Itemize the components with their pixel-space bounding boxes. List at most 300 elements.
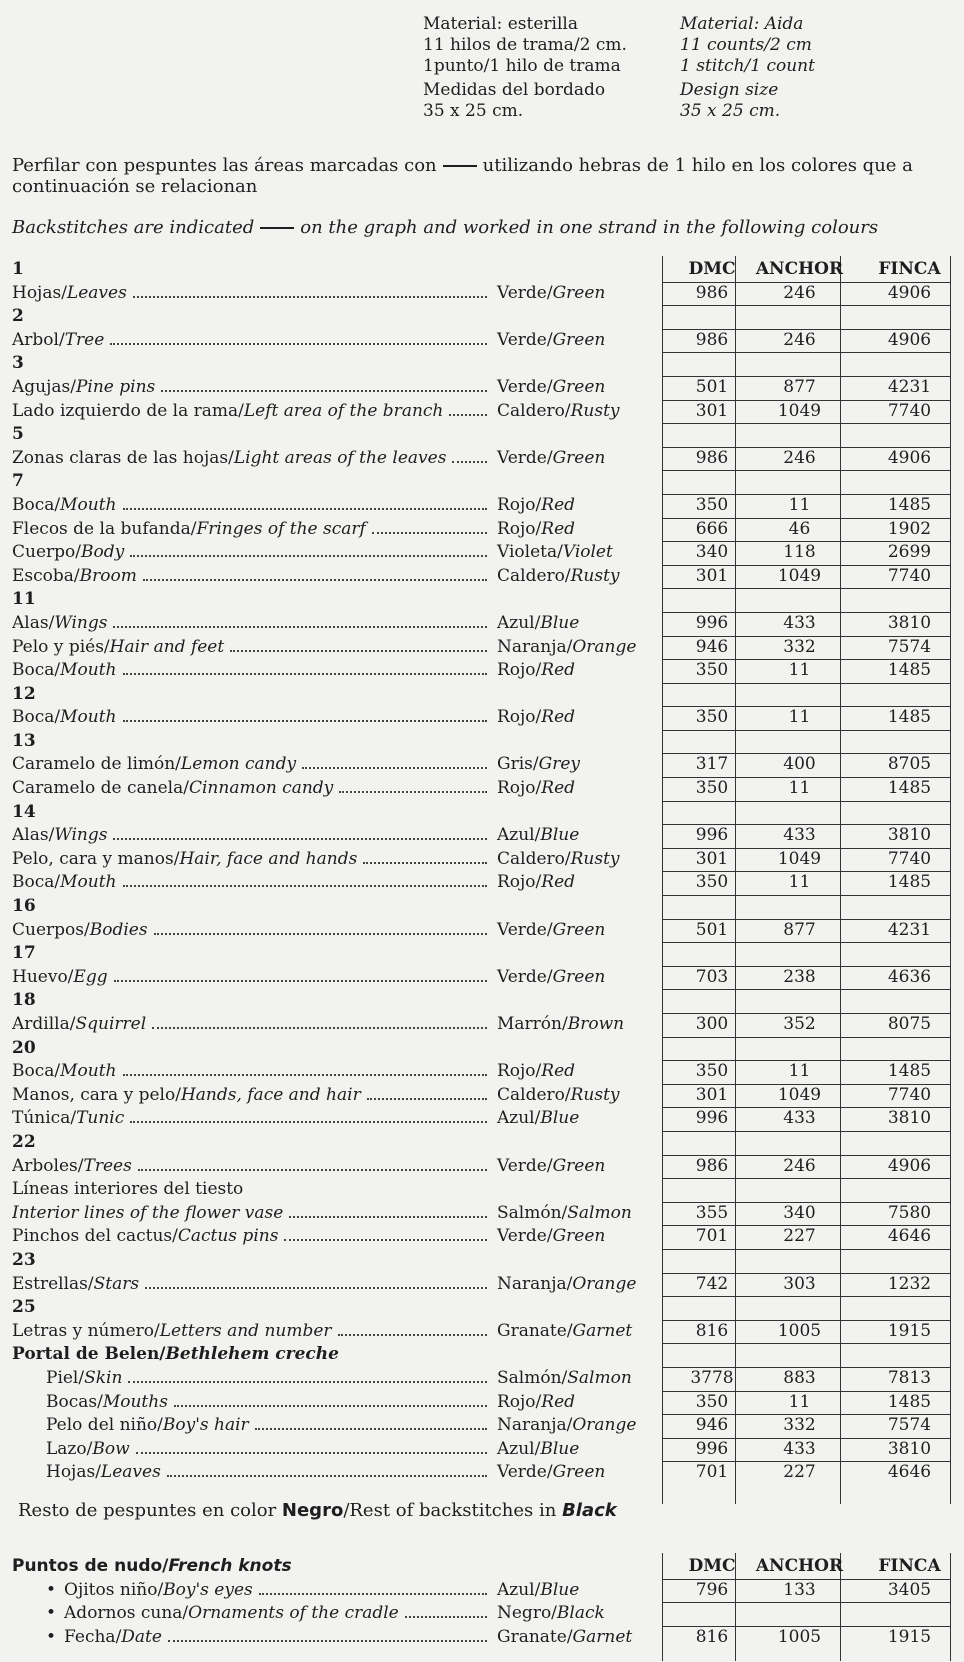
- anchor-code: 227: [783, 1226, 816, 1247]
- legend-row: [12, 400, 952, 424]
- color-en: Violet: [562, 542, 613, 563]
- label-text: [46, 1579, 259, 1603]
- legend-row: [12, 518, 952, 542]
- row-label: [12, 1084, 487, 1108]
- row-label: [46, 1438, 487, 1462]
- group-number: 16: [12, 896, 36, 917]
- group-number: 22: [12, 1131, 36, 1152]
- anchor-code: 11: [788, 707, 811, 728]
- label-en: Hair and feet: [109, 636, 225, 657]
- row-label: [46, 1579, 487, 1603]
- row-label: [46, 1461, 487, 1485]
- leader-dots: [338, 1334, 487, 1336]
- label-en: Egg: [73, 966, 108, 987]
- bullet-icon: •: [46, 1626, 57, 1647]
- label-es: Escoba/: [12, 565, 80, 586]
- label-text: [12, 1107, 130, 1131]
- color-es: Salmón/: [497, 1367, 568, 1388]
- thread-color: [497, 777, 575, 801]
- label-en: Left area of the branch: [243, 400, 444, 421]
- thread-color: [497, 706, 575, 730]
- label-text: [12, 1202, 289, 1226]
- label-text: [46, 1626, 168, 1650]
- note-bold: Negro: [281, 1500, 344, 1521]
- material-spanish: [423, 14, 627, 122]
- finca-code: 1485: [887, 872, 932, 893]
- finca-code: 8705: [887, 754, 932, 775]
- label-text: [12, 447, 452, 471]
- color-en: Orange: [572, 1273, 637, 1294]
- label-es: Manos, cara y pelo/: [12, 1084, 181, 1105]
- label-es: Hojas/: [46, 1462, 101, 1483]
- leader-dots: [174, 1405, 487, 1407]
- dmc-code: 350: [695, 872, 729, 893]
- color-en: Orange: [572, 636, 637, 657]
- group-heading: [12, 588, 952, 612]
- anchor-code: 246: [783, 282, 816, 303]
- label-es: Fecha/: [64, 1626, 122, 1647]
- label-en: Wings: [54, 825, 108, 846]
- row-label: [12, 282, 487, 306]
- leader-dots: [130, 555, 487, 557]
- anchor-code: 433: [783, 1108, 816, 1129]
- label-es: Boca/: [12, 494, 61, 515]
- label-text: [12, 659, 123, 683]
- color-en: Red: [541, 1391, 576, 1412]
- legend-row: [12, 871, 952, 895]
- legend-row: [12, 1060, 952, 1084]
- label-es: Cuerpo/: [12, 542, 81, 563]
- color-en: Green: [552, 447, 606, 468]
- anchor-code: 11: [788, 494, 811, 515]
- row-label: [46, 1414, 487, 1438]
- row-label: [12, 329, 487, 353]
- label-en: Skin: [84, 1367, 123, 1388]
- color-en: Red: [541, 494, 576, 515]
- finca-code: 1485: [887, 660, 932, 681]
- thread-color: [497, 1107, 579, 1131]
- row-label: [12, 1178, 487, 1202]
- row-label: [12, 871, 487, 895]
- row-label: [12, 659, 487, 683]
- label-text: [12, 376, 161, 400]
- finca-code: 3810: [887, 825, 932, 846]
- group-number: 12: [12, 683, 36, 704]
- anchor-code: 11: [788, 778, 811, 799]
- color-en: Rusty: [570, 400, 620, 421]
- material-english: [680, 14, 815, 122]
- label-text: [12, 1060, 123, 1084]
- group-number: 23: [12, 1249, 36, 1270]
- color-en: Blue: [540, 1579, 580, 1600]
- label-en: Pine pins: [75, 376, 156, 397]
- group-heading: [12, 352, 952, 376]
- label-es: Boca/: [12, 1061, 61, 1082]
- knots-title-es: Puntos de nudo/: [12, 1556, 169, 1576]
- thread-color: [497, 848, 620, 872]
- group-heading: [12, 1343, 952, 1367]
- anchor-code: 133: [783, 1579, 816, 1600]
- row-label: [12, 848, 487, 872]
- thread-color: [497, 376, 605, 400]
- legend-row: [12, 919, 952, 943]
- thread-color: [497, 1273, 636, 1297]
- leader-dots: [138, 1169, 487, 1171]
- label-en: Boy's eyes: [163, 1579, 253, 1600]
- color-es: Azul/: [497, 825, 541, 846]
- leader-dots: [449, 414, 487, 416]
- group-number: 5: [12, 424, 24, 445]
- label-en: Mouths: [102, 1391, 168, 1412]
- row-label: [12, 1320, 487, 1344]
- color-es: Rojo/: [497, 707, 542, 728]
- bullet-icon: •: [46, 1579, 57, 1600]
- label-text: [12, 541, 130, 565]
- row-label: [12, 400, 487, 424]
- color-en: Red: [541, 778, 576, 799]
- label-es: Hojas/: [12, 282, 67, 303]
- color-en: Green: [552, 1226, 606, 1247]
- label-es: Bocas/: [46, 1391, 103, 1412]
- label-es: Alas/: [12, 612, 55, 633]
- label-en: Bodies: [89, 919, 148, 940]
- color-en: Red: [541, 707, 576, 728]
- color-en: Rusty: [570, 848, 620, 869]
- group-number: 1: [12, 259, 24, 279]
- group-number: 11: [12, 589, 36, 610]
- color-en: Red: [541, 660, 576, 681]
- anchor-code: 1049: [777, 400, 822, 421]
- group-heading: [12, 423, 952, 447]
- finca-code: 1485: [887, 494, 932, 515]
- anchor-code: 1049: [777, 565, 822, 586]
- label-text: [46, 1414, 255, 1438]
- color-es: Negro/: [497, 1603, 557, 1624]
- color-en: Rusty: [570, 565, 620, 586]
- dmc-code: 701: [695, 1226, 729, 1247]
- label-text: [12, 966, 114, 990]
- label-text: [12, 636, 230, 660]
- row-label: [12, 565, 487, 589]
- material-line: 11 counts/2 cm: [680, 35, 812, 55]
- color-en: Blue: [540, 612, 580, 633]
- finca-code: 1232: [887, 1273, 932, 1294]
- color-es: Azul/: [497, 612, 541, 633]
- color-es: Caldero/: [497, 400, 571, 421]
- material-line: Medidas del bordado: [423, 80, 606, 100]
- label-es: Estrellas/: [12, 1273, 94, 1294]
- color-es: Granate/: [497, 1626, 573, 1647]
- label-es: Arboles/: [12, 1155, 84, 1176]
- header-anchor: ANCHOR: [755, 1556, 844, 1576]
- label-en: Body: [81, 542, 125, 563]
- legend-row: [12, 1579, 952, 1603]
- anchor-code: 352: [783, 1014, 816, 1034]
- label-text: [12, 1178, 249, 1202]
- row-label: [12, 1155, 487, 1179]
- group-heading: [12, 1037, 952, 1061]
- label-es: Alas/: [12, 825, 55, 846]
- leader-dots: [130, 1121, 487, 1123]
- group-heading: [12, 1249, 952, 1273]
- label-text: [12, 494, 123, 518]
- leader-dots: [289, 1216, 487, 1218]
- color-en: Green: [552, 329, 606, 350]
- dmc-code: 350: [695, 494, 729, 515]
- knots-title: [12, 1555, 487, 1579]
- label-text: [12, 1320, 338, 1344]
- legend-row: [12, 636, 952, 660]
- dmc-code: 996: [695, 1108, 729, 1129]
- dmc-code: 350: [695, 707, 729, 728]
- backstitch-line-icon: [443, 165, 477, 167]
- legend-row: [12, 1367, 952, 1391]
- header-dmc: DMC: [688, 1556, 736, 1576]
- legend-row: [12, 848, 952, 872]
- color-en: Garnet: [572, 1320, 633, 1341]
- color-en: Brown: [567, 1014, 625, 1034]
- anchor-code: 246: [783, 1155, 816, 1176]
- color-es: Azul/: [497, 1438, 541, 1459]
- thread-color: [497, 824, 579, 848]
- label-en: Boy's hair: [162, 1415, 249, 1436]
- material-line: Design size: [680, 80, 779, 100]
- french-knots-legend: [12, 1555, 952, 1649]
- note-text: Resto de pespuntes en color: [18, 1500, 282, 1521]
- label-es: Ardilla/: [12, 1014, 76, 1034]
- label-en: Mouth: [60, 872, 117, 893]
- label-en: Interior lines of the flower vase: [12, 1202, 284, 1223]
- dmc-code: 300: [695, 1014, 729, 1034]
- thread-color: [497, 541, 613, 565]
- dmc-code: 816: [695, 1320, 729, 1341]
- anchor-code: 1005: [777, 1320, 822, 1341]
- color-es: Rojo/: [497, 660, 542, 681]
- anchor-code: 246: [783, 329, 816, 350]
- leader-dots: [123, 508, 488, 510]
- legend-row: [12, 1155, 952, 1179]
- label-es: Pinchos del cactus/: [12, 1226, 178, 1247]
- anchor-code: 883: [783, 1367, 816, 1388]
- group-number: 3: [12, 353, 24, 374]
- intro-english: [12, 217, 957, 238]
- leader-dots: [123, 885, 488, 887]
- row-label: [12, 1060, 487, 1084]
- thread-color: [497, 753, 580, 777]
- thread-color: [497, 636, 636, 660]
- label-es: Lazo/: [46, 1438, 93, 1459]
- intro-text: Perfilar con pespuntes las áreas marcadas con: [12, 155, 437, 176]
- row-label: [12, 1225, 487, 1249]
- anchor-code: 877: [783, 376, 816, 397]
- label-es: Flecos de la bufanda/: [12, 518, 197, 539]
- dmc-code: 501: [695, 376, 729, 397]
- leader-dots: [302, 767, 487, 769]
- label-es: Huevo/: [12, 966, 74, 987]
- label-text: [46, 1367, 128, 1391]
- dmc-code: 986: [695, 282, 729, 303]
- label-text: [12, 919, 154, 943]
- label-en: Broom: [79, 565, 137, 586]
- label-es: Boca/: [12, 660, 61, 681]
- leader-dots: [136, 1452, 487, 1454]
- group-number: 18: [12, 990, 36, 1011]
- color-es: Verde/: [497, 376, 553, 397]
- finca-code: 2699: [887, 542, 932, 563]
- label-en: Light areas of the leaves: [233, 447, 447, 468]
- label-en: Stars: [93, 1273, 140, 1294]
- row-label: [46, 1602, 487, 1626]
- backstitch-legend: [12, 258, 952, 1485]
- label-en: Mouth: [60, 494, 117, 515]
- group-heading: [12, 1296, 952, 1320]
- legend-row: [12, 966, 952, 990]
- label-text: [12, 824, 113, 848]
- dmc-code: 666: [695, 518, 729, 539]
- thread-color: [497, 1320, 632, 1344]
- label-es: Letras y número/: [12, 1320, 160, 1341]
- finca-code: 4906: [887, 329, 932, 350]
- row-label: [46, 1626, 487, 1650]
- label-en: Date: [121, 1626, 162, 1647]
- anchor-code: 46: [788, 518, 811, 539]
- label-es: Caramelo de canela/: [12, 778, 189, 799]
- label-text: [12, 753, 302, 777]
- finca-code: 4231: [887, 919, 932, 940]
- dmc-code: 350: [695, 660, 729, 681]
- label-text: [12, 1273, 145, 1297]
- dmc-code: 350: [695, 1061, 729, 1082]
- row-label: [12, 612, 487, 636]
- dmc-code: 301: [695, 400, 729, 421]
- finca-code: 7813: [887, 1367, 932, 1388]
- legend-header-row: [12, 258, 952, 282]
- row-label: [12, 518, 487, 542]
- label-text: [12, 1155, 138, 1179]
- label-es: Zonas claras de las hojas/: [12, 447, 234, 468]
- label-en: Hands, face and hair: [180, 1084, 361, 1105]
- legend-row: [12, 753, 952, 777]
- anchor-code: 433: [783, 825, 816, 846]
- color-es: Violeta/: [497, 542, 563, 563]
- row-label: [12, 376, 487, 400]
- row-label: [12, 706, 487, 730]
- label-en: Bow: [92, 1438, 130, 1459]
- dmc-code: 996: [695, 612, 729, 633]
- label-text: [12, 612, 113, 636]
- header-dmc: DMC: [688, 259, 736, 279]
- label-es: Pelo, cara y manos/: [12, 848, 180, 869]
- legend-row: [12, 777, 952, 801]
- color-en: Green: [552, 966, 606, 987]
- dmc-code: 946: [695, 1415, 729, 1436]
- label-text: [12, 329, 110, 353]
- color-en: Green: [552, 376, 606, 397]
- anchor-code: 1049: [777, 1084, 822, 1105]
- thread-color: [497, 1391, 575, 1415]
- thread-color: [497, 518, 575, 542]
- thread-color: [497, 1367, 632, 1391]
- label-text: [12, 282, 133, 306]
- color-en: Green: [552, 282, 606, 303]
- group-heading: [12, 730, 952, 754]
- group-heading: [12, 1131, 952, 1155]
- leader-dots: [367, 1098, 487, 1100]
- leader-dots: [230, 650, 487, 652]
- legend-row: [12, 706, 952, 730]
- thread-color: [497, 1579, 579, 1603]
- color-es: Verde/: [497, 447, 553, 468]
- thread-color: [497, 659, 575, 683]
- color-es: Caldero/: [497, 565, 571, 586]
- label-en: Letters and number: [159, 1320, 332, 1341]
- knots-header-row: [12, 1555, 952, 1579]
- anchor-code: 1049: [777, 848, 822, 869]
- note-bold: Black: [562, 1500, 617, 1521]
- dmc-code: 301: [695, 565, 729, 586]
- material-line: Material: esterilla: [423, 14, 578, 34]
- legend-row: [12, 1320, 952, 1344]
- color-es: Rojo/: [497, 778, 542, 799]
- finca-code: 4231: [887, 376, 932, 397]
- legend-row: [12, 1013, 952, 1037]
- finca-code: 1485: [887, 778, 932, 799]
- intro-text: utilizando hebras de 1 hilo en los colores que a continuación se relacionan: [12, 155, 913, 197]
- legend-row: [12, 565, 952, 589]
- anchor-code: 1005: [777, 1626, 822, 1647]
- color-en: Salmon: [567, 1202, 632, 1223]
- thread-color: [497, 919, 605, 943]
- anchor-code: 246: [783, 447, 816, 468]
- color-en: Grey: [538, 754, 580, 775]
- label-en: Mouth: [60, 1061, 117, 1082]
- label-es: Agujas/: [12, 376, 76, 397]
- color-es: Salmón/: [497, 1202, 568, 1223]
- dmc-code: 986: [695, 447, 729, 468]
- group-number: 7: [12, 471, 24, 492]
- color-es: Verde/: [497, 966, 553, 987]
- finca-code: 7740: [887, 565, 932, 586]
- color-es: Rojo/: [497, 1061, 542, 1082]
- anchor-code: 11: [788, 1061, 811, 1082]
- intro-spanish: [12, 155, 957, 197]
- thread-color: [497, 1461, 605, 1485]
- finca-code: 1485: [887, 1391, 932, 1412]
- finca-code: 7740: [887, 400, 932, 421]
- anchor-code: 303: [783, 1273, 816, 1294]
- bullet-icon: •: [46, 1603, 57, 1624]
- color-es: Verde/: [497, 329, 553, 350]
- thread-color: [497, 966, 605, 990]
- anchor-code: 11: [788, 872, 811, 893]
- label-text: [12, 1084, 367, 1108]
- label-text: [12, 1013, 152, 1037]
- group-title-en: Bethlehem creche: [165, 1344, 339, 1365]
- anchor-code: 340: [783, 1202, 816, 1223]
- leader-dots: [452, 461, 487, 463]
- color-en: Blue: [540, 1108, 580, 1129]
- group-number: 2: [12, 306, 24, 327]
- color-es: Caldero/: [497, 1084, 571, 1105]
- dmc-code: 317: [695, 754, 729, 775]
- leader-dots: [133, 296, 487, 298]
- label-es: Ojitos niño/: [64, 1579, 164, 1600]
- color-en: Green: [552, 1462, 606, 1483]
- dmc-code: 301: [695, 1084, 729, 1105]
- color-en: Blue: [540, 825, 580, 846]
- row-label: [12, 824, 487, 848]
- finca-code: 7574: [887, 636, 932, 657]
